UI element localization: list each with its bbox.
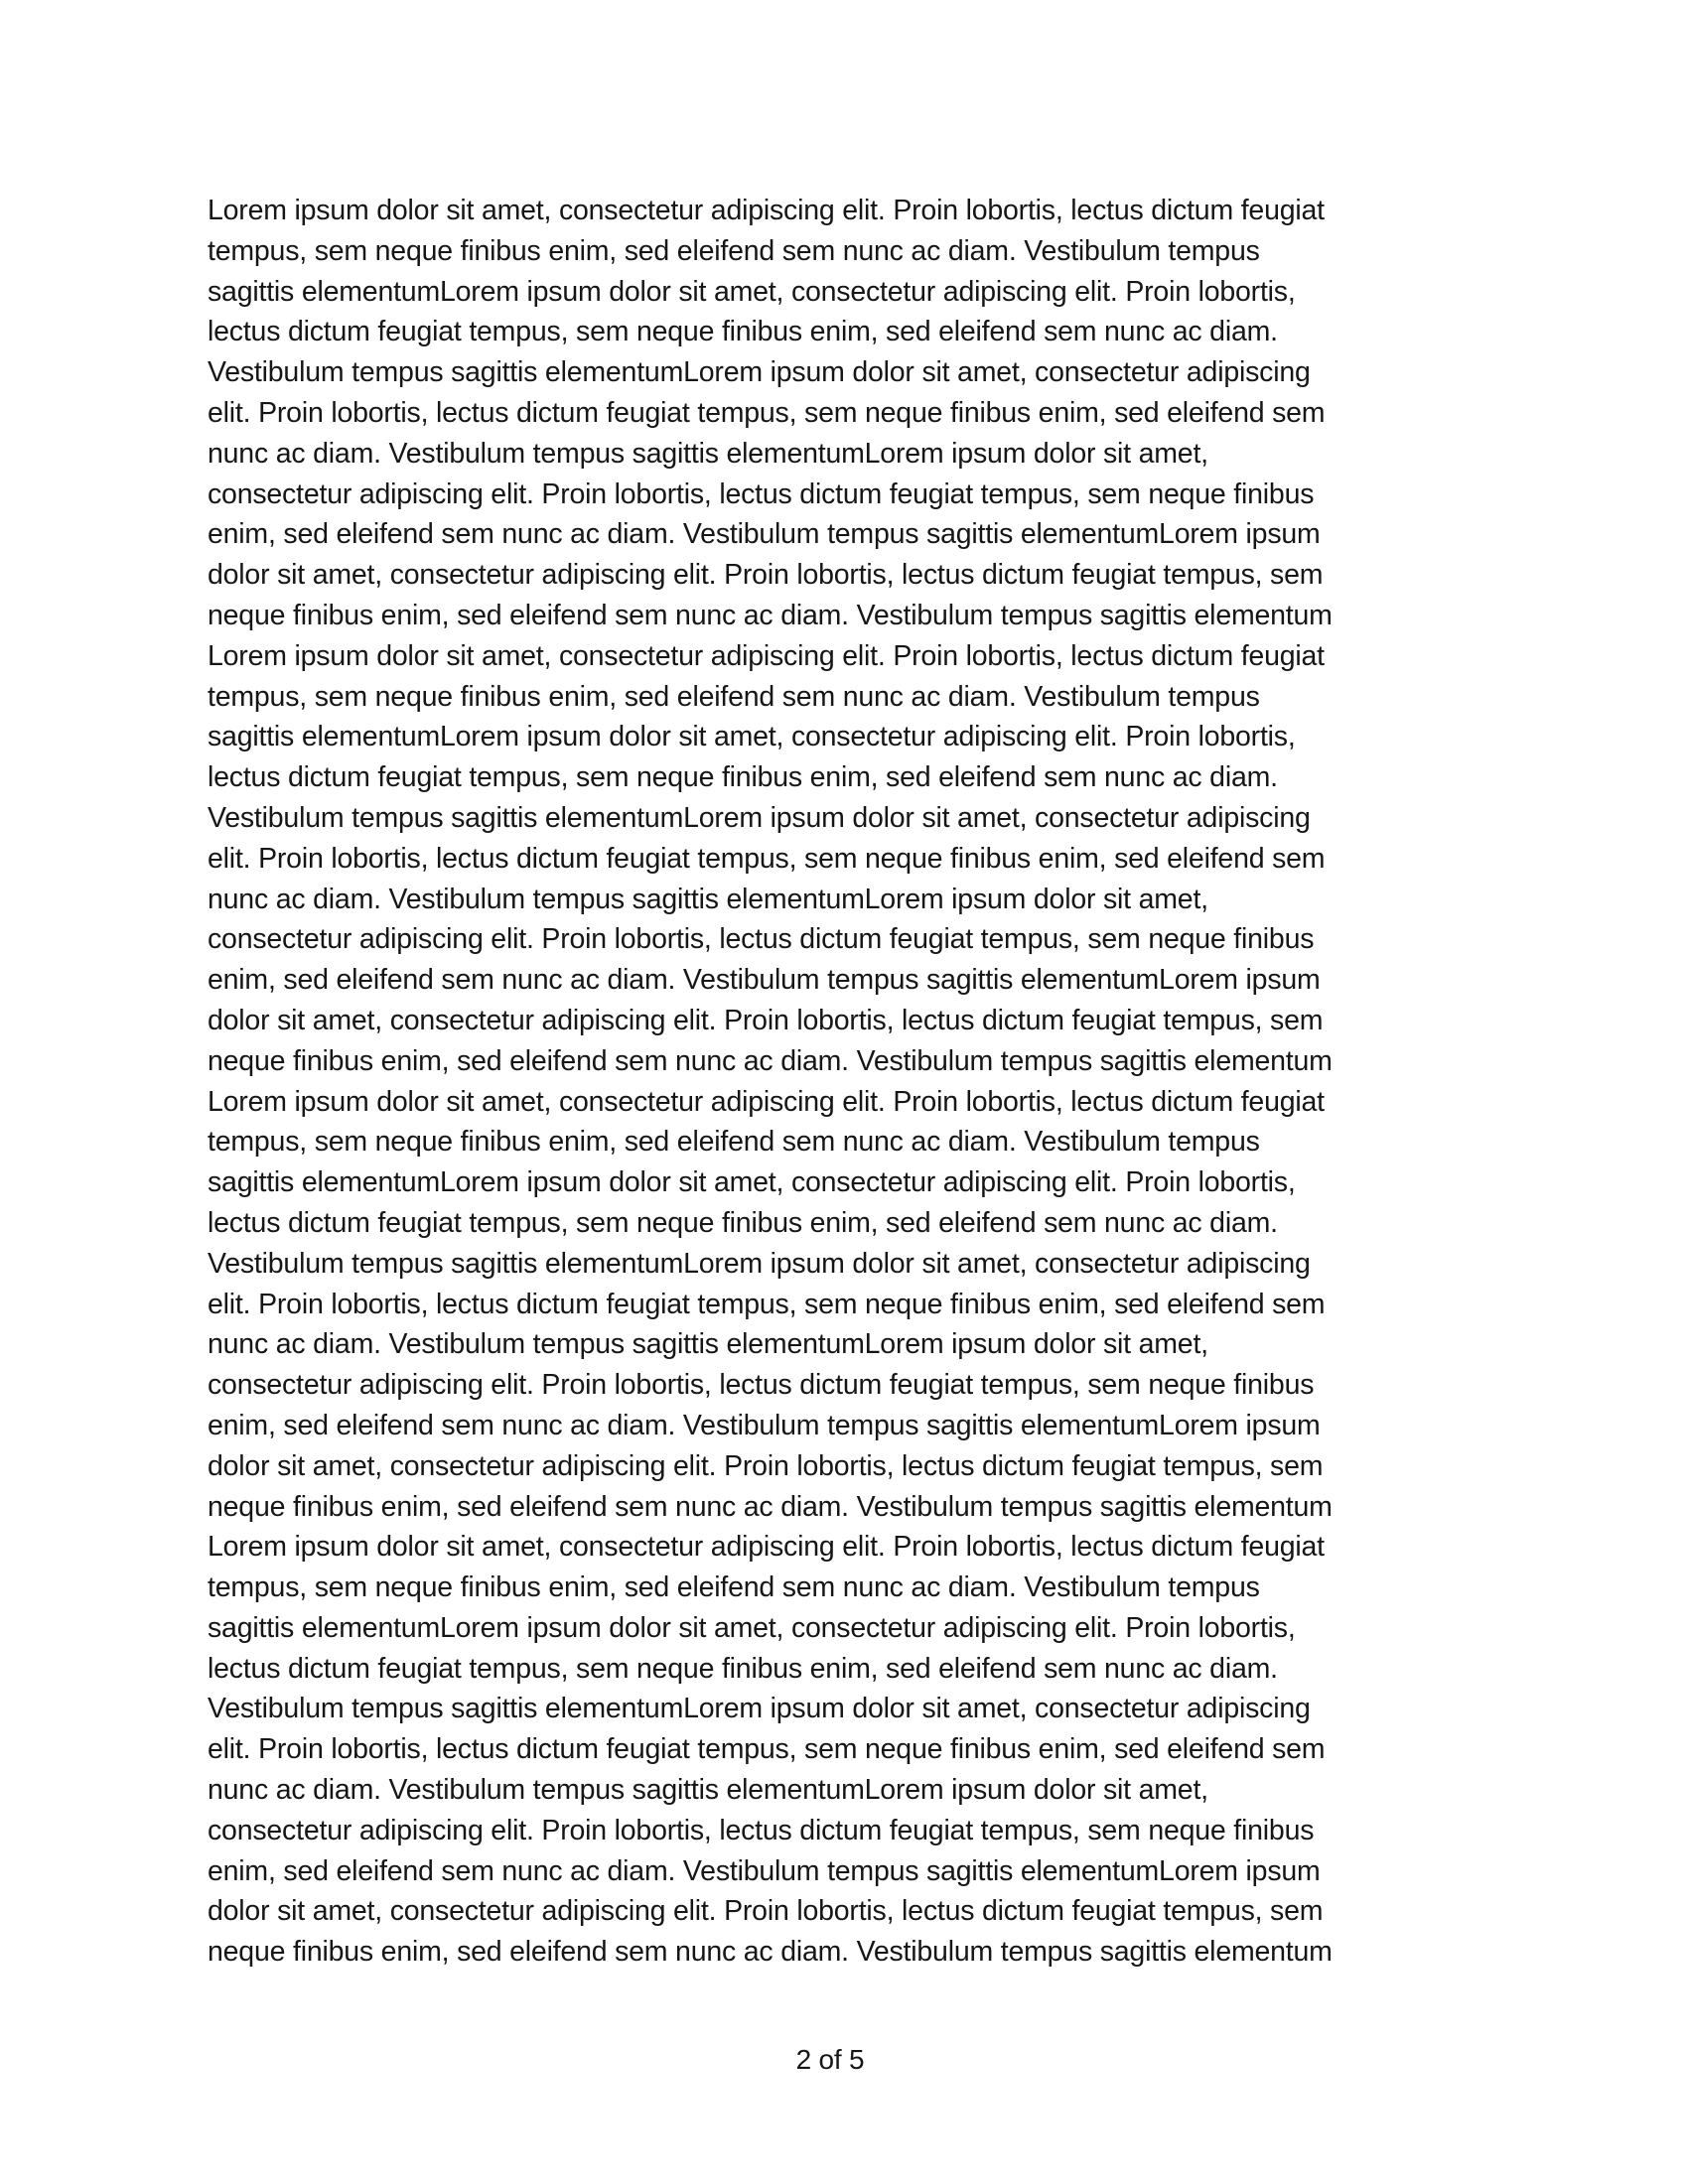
body-text-line: elit. Proin lobortis, lectus dictum feugiat tempus, sem neque finibus enim, sed eleifend sem (208, 1733, 1326, 1766)
body-text-line: enim, sed eleifend sem nunc ac diam. Vestibulum tempus sagittis elementumLorem ipsum (208, 964, 1321, 997)
body-text-line: Vestibulum tempus sagittis elementumLorem ipsum dolor sit amet, consectetur adipiscing (208, 1693, 1311, 1725)
body-text-line: consectetur adipiscing elit. Proin lobortis, lectus dictum feugiat tempus, sem neque finibus (208, 923, 1315, 956)
body-text-line: Vestibulum tempus sagittis elementumLorem ipsum dolor sit amet, consectetur adipiscing (208, 1247, 1311, 1280)
body-text-line: sagittis elementumLorem ipsum dolor sit amet, consectetur adipiscing elit. Proin lobortis, (208, 721, 1296, 753)
body-text-line: dolor sit amet, consectetur adipiscing elit. Proin lobortis, lectus dictum feugiat tempus, sem (208, 1004, 1324, 1036)
body-text-line: enim, sed eleifend sem nunc ac diam. Vestibulum tempus sagittis elementumLorem ipsum (208, 1409, 1321, 1441)
body-text-line: nunc ac diam. Vestibulum tempus sagittis elementumLorem ipsum dolor sit amet, (208, 1328, 1208, 1361)
body-text-line: tempus, sem neque finibus enim, sed eleifend sem nunc ac diam. Vestibulum tempus (208, 234, 1260, 267)
body-text-line: Lorem ipsum dolor sit amet, consectetur adipiscing elit. Proin lobortis, lectus dictum feugiat (208, 1085, 1325, 1118)
body-text-line: dolor sit amet, consectetur adipiscing elit. Proin lobortis, lectus dictum feugiat tempus, sem (208, 1895, 1324, 1928)
body-text-line: neque finibus enim, sed eleifend sem nunc ac diam. Vestibulum tempus sagittis elementum (208, 599, 1333, 631)
body-text-line: neque finibus enim, sed eleifend sem nunc ac diam. Vestibulum tempus sagittis elementum (208, 1936, 1333, 1969)
body-text-line: nunc ac diam. Vestibulum tempus sagittis elementumLorem ipsum dolor sit amet, (208, 437, 1208, 470)
body-text-line: enim, sed eleifend sem nunc ac diam. Vestibulum tempus sagittis elementumLorem ipsum (208, 1854, 1321, 1887)
body-text-line: lectus dictum feugiat tempus, sem neque finibus enim, sed eleifend sem nunc ac diam. (208, 316, 1278, 348)
body-text-line: sagittis elementumLorem ipsum dolor sit amet, consectetur adipiscing elit. Proin lobortis, (208, 275, 1296, 308)
body-text-line: Vestibulum tempus sagittis elementumLorem ipsum dolor sit amet, consectetur adipiscing (208, 801, 1311, 834)
body-text-line: elit. Proin lobortis, lectus dictum feugiat tempus, sem neque finibus enim, sed eleifend sem (208, 1288, 1326, 1320)
body-text-line: tempus, sem neque finibus enim, sed eleifend sem nunc ac diam. Vestibulum tempus (208, 680, 1260, 713)
body-text-line: Lorem ipsum dolor sit amet, consectetur adipiscing elit. Proin lobortis, lectus dictum feugiat (208, 195, 1325, 226)
body-text-line: elit. Proin lobortis, lectus dictum feugiat tempus, sem neque finibus enim, sed eleifend sem (208, 842, 1326, 875)
body-text-line: consectetur adipiscing elit. Proin lobortis, lectus dictum feugiat tempus, sem neque finibus (208, 1369, 1315, 1402)
body-text-line: lectus dictum feugiat tempus, sem neque finibus enim, sed eleifend sem nunc ac diam. (208, 761, 1278, 794)
body-text-line: enim, sed eleifend sem nunc ac diam. Vestibulum tempus sagittis elementumLorem ipsum (208, 518, 1321, 551)
body-text-line: elit. Proin lobortis, lectus dictum feugiat tempus, sem neque finibus enim, sed eleifend sem (208, 396, 1326, 429)
body-text-line: lectus dictum feugiat tempus, sem neque finibus enim, sed eleifend sem nunc ac diam. (208, 1206, 1278, 1239)
body-text-line: neque finibus enim, sed eleifend sem nunc ac diam. Vestibulum tempus sagittis elementum (208, 1044, 1333, 1077)
page-number: 2 of 5 (795, 2044, 865, 2075)
body-text-line: neque finibus enim, sed eleifend sem nunc ac diam. Vestibulum tempus sagittis elementum (208, 1490, 1333, 1523)
body-text-line: tempus, sem neque finibus enim, sed eleifend sem nunc ac diam. Vestibulum tempus (208, 1571, 1260, 1604)
body-text-line: nunc ac diam. Vestibulum tempus sagittis elementumLorem ipsum dolor sit amet, (208, 1774, 1208, 1807)
body-text-line: lectus dictum feugiat tempus, sem neque finibus enim, sed eleifend sem nunc ac diam. (208, 1652, 1278, 1685)
body-text-line: dolor sit amet, consectetur adipiscing elit. Proin lobortis, lectus dictum feugiat tempus, sem (208, 559, 1324, 592)
body-text-line: sagittis elementumLorem ipsum dolor sit amet, consectetur adipiscing elit. Proin lobortis, (208, 1166, 1296, 1199)
body-text-line: consectetur adipiscing elit. Proin lobortis, lectus dictum feugiat tempus, sem neque finibus (208, 1814, 1315, 1846)
body-text-line: Lorem ipsum dolor sit amet, consectetur adipiscing elit. Proin lobortis, lectus dictum feugiat (208, 1531, 1325, 1564)
body-text-line: dolor sit amet, consectetur adipiscing elit. Proin lobortis, lectus dictum feugiat tempus, sem (208, 1449, 1324, 1482)
body-text (208, 191, 1498, 1973)
body-text-line: consectetur adipiscing elit. Proin lobortis, lectus dictum feugiat tempus, sem neque finibus (208, 478, 1315, 510)
body-text-line: nunc ac diam. Vestibulum tempus sagittis elementumLorem ipsum dolor sit amet, (208, 883, 1208, 915)
body-text-line: sagittis elementumLorem ipsum dolor sit amet, consectetur adipiscing elit. Proin lobortis, (208, 1611, 1296, 1644)
body-text-line: Lorem ipsum dolor sit amet, consectetur adipiscing elit. Proin lobortis, lectus dictum feugiat (208, 639, 1325, 672)
body-text-line: Vestibulum tempus sagittis elementumLorem ipsum dolor sit amet, consectetur adipiscing (208, 356, 1311, 389)
body-text-line: tempus, sem neque finibus enim, sed eleifend sem nunc ac diam. Vestibulum tempus (208, 1126, 1260, 1159)
